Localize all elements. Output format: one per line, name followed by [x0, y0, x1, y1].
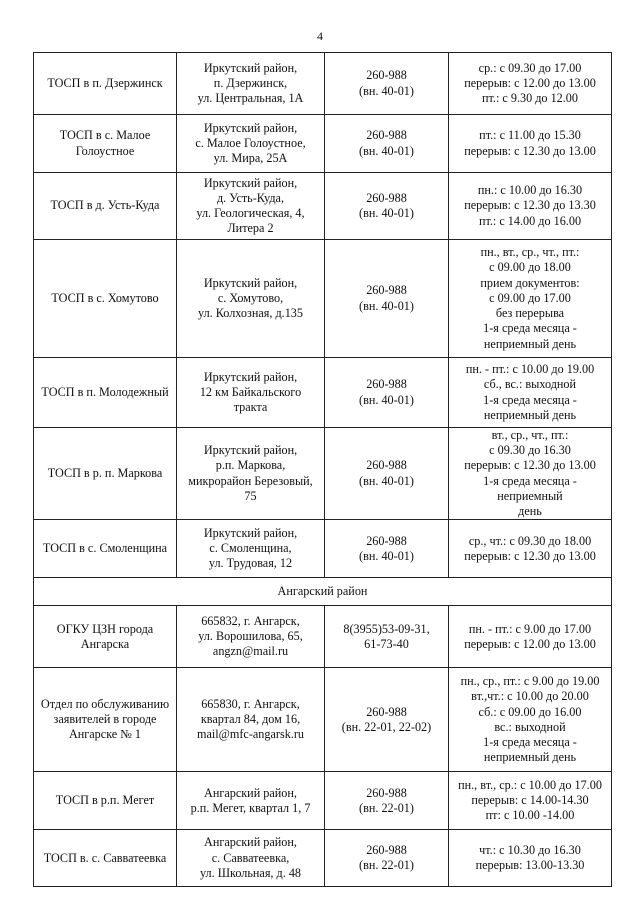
office-name-cell: Отдел по обслуживанию заявителей в городе Ангарске № 1 — [34, 668, 177, 772]
office-phone-cell: 260-988 (вн. 22-01, 22-02) — [325, 668, 449, 772]
office-name-cell: ТОСП в д. Усть-Куда — [34, 173, 177, 240]
office-name-cell: ТОСП в с. Малое Голоустное — [34, 115, 177, 173]
office-row — [34, 53, 612, 115]
office-phone-cell: 260-988 (вн. 40-01) — [325, 520, 449, 578]
office-phone-cell: 260-988 (вн. 40-01) — [325, 358, 449, 428]
section-title: Ангарский район — [34, 578, 612, 606]
office-row — [34, 358, 612, 428]
office-row — [34, 240, 612, 358]
office-row — [34, 428, 612, 520]
office-hours-cell: пн. - пт.: с 9.00 до 17.00 перерыв: с 12.00 до 13.00 — [449, 606, 612, 668]
office-address-cell: Иркутский район, с. Малое Голоустное, ул. Мира, 25А — [177, 115, 325, 173]
office-address-cell: Иркутский район, 12 км Байкальского тракта — [177, 358, 325, 428]
office-phone-cell: 260-988 (вн. 40-01) — [325, 53, 449, 115]
offices-table — [33, 52, 612, 887]
office-row — [34, 772, 612, 830]
office-name-cell: ТОСП в с. Смоленщина — [34, 520, 177, 578]
office-name-cell: ТОСП в р.п. Мегет — [34, 772, 177, 830]
office-row — [34, 520, 612, 578]
office-phone-cell: 260-988 (вн. 22-01) — [325, 772, 449, 830]
office-phone-cell: 260-988 (вн. 40-01) — [325, 240, 449, 358]
office-name-cell: ТОСП в. с. Савватеевка — [34, 830, 177, 887]
office-hours-cell: пн.: с 10.00 до 16.30 перерыв: с 12.30 до 13.30 пт.: с 14.00 до 16.00 — [449, 173, 612, 240]
office-address-cell: Иркутский район, п. Дзержинск, ул. Центральная, 1А — [177, 53, 325, 115]
office-hours-cell: чт.: с 10.30 до 16.30 перерыв: 13.00-13.30 — [449, 830, 612, 887]
office-name-cell: ТОСП в п. Дзержинск — [34, 53, 177, 115]
office-phone-cell: 260-988 (вн. 22-01) — [325, 830, 449, 887]
office-address-cell: Иркутский район, с. Смоленщина, ул. Трудовая, 12 — [177, 520, 325, 578]
office-address-cell: 665832, г. Ангарск, ул. Ворошилова, 65, angzn@mail.ru — [177, 606, 325, 668]
office-hours-cell: пн. - пт.: с 10.00 до 19.00 сб., вс.: выходной 1-я среда месяца - неприемный день — [449, 358, 612, 428]
office-address-cell: 665830, г. Ангарск, квартал 84, дом 16, mail@mfc-angarsk.ru — [177, 668, 325, 772]
office-name-cell: ТОСП в с. Хомутово — [34, 240, 177, 358]
office-address-cell: Иркутский район, д. Усть-Куда, ул. Геологическая, 4, Литера 2 — [177, 173, 325, 240]
office-hours-cell: ср., чт.: с 09.30 до 18.00 перерыв: с 12.30 до 13.00 — [449, 520, 612, 578]
office-address-cell: Ангарский район, р.п. Мегет, квартал 1, 7 — [177, 772, 325, 830]
office-hours-cell: пн., ср., пт.: с 9.00 до 19.00 вт.,чт.: с 10.00 до 20.00 сб.: с 09.00 до 16.00 вс.: выходной 1-я среда месяца - неприемный день — [449, 668, 612, 772]
office-row — [34, 668, 612, 772]
office-address-cell: Иркутский район, с. Хомутово, ул. Колхозная, д.135 — [177, 240, 325, 358]
office-hours-cell: пн., вт., ср., чт., пт.: с 09.00 до 18.00 прием документов: с 09.00 до 17.00 без перерыва 1-я среда месяца - неприемный день — [449, 240, 612, 358]
office-address-cell: Иркутский район, р.п. Маркова, микрорайон Березовый, 75 — [177, 428, 325, 520]
office-phone-cell: 260-988 (вн. 40-01) — [325, 428, 449, 520]
office-hours-cell: ср.: с 09.30 до 17.00 перерыв: с 12.00 до 13.00 пт.: с 9.30 до 12.00 — [449, 53, 612, 115]
office-name-cell: ТОСП в п. Молодежный — [34, 358, 177, 428]
office-hours-cell: вт., ср., чт., пт.: с 09.30 до 16.30 перерыв: с 12.30 до 13.00 1-я среда месяца - неприемный день — [449, 428, 612, 520]
office-name-cell: ТОСП в р. п. Маркова — [34, 428, 177, 520]
office-hours-cell: пт.: с 11.00 до 15.30 перерыв: с 12.30 до 13.00 — [449, 115, 612, 173]
office-phone-cell: 260-988 (вн. 40-01) — [325, 115, 449, 173]
office-name-cell: ОГКУ ЦЗН города Ангарска — [34, 606, 177, 668]
office-address-cell: Ангарский район, с. Савватеевка, ул. Школьная, д. 48 — [177, 830, 325, 887]
offices-table-body — [34, 53, 612, 887]
office-row — [34, 115, 612, 173]
office-row — [34, 830, 612, 887]
office-row — [34, 606, 612, 668]
office-phone-cell: 260-988 (вн. 40-01) — [325, 173, 449, 240]
office-hours-cell: пн., вт., ср.: с 10.00 до 17.00 перерыв: с 14.00-14.30 пт: с 10.00 -14.00 — [449, 772, 612, 830]
section-row — [34, 578, 612, 606]
page-number: 4 — [317, 29, 323, 43]
office-row — [34, 173, 612, 240]
office-phone-cell: 8(3955)53-09-31, 61-73-40 — [325, 606, 449, 668]
